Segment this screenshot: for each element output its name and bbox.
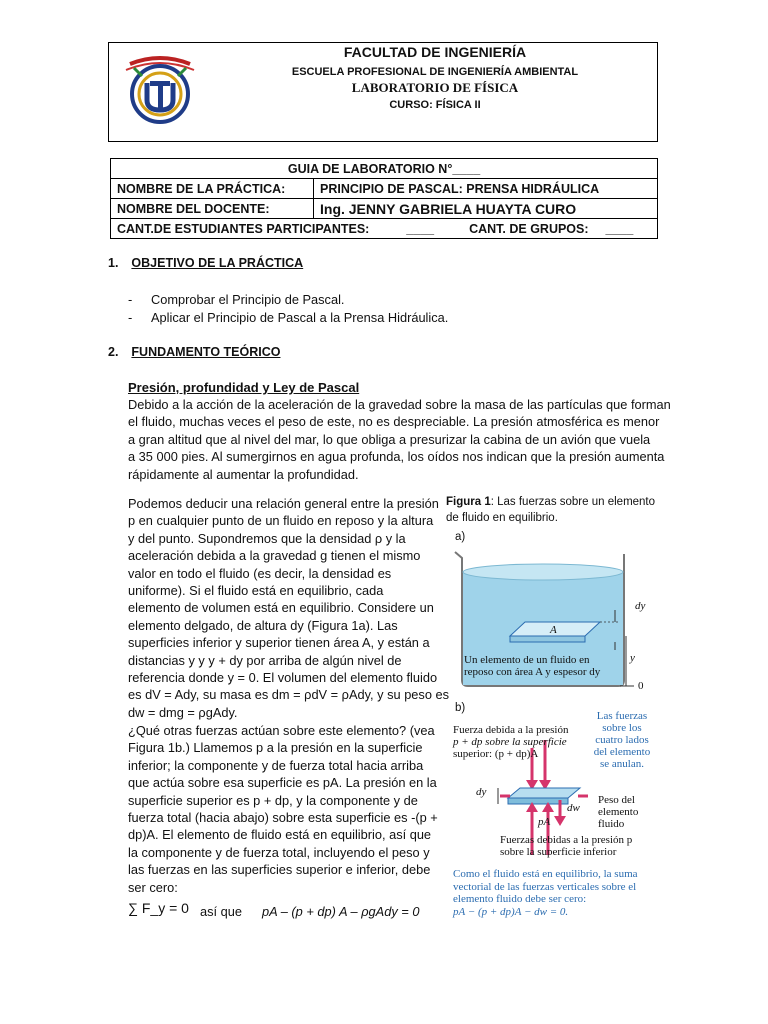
section-1-title: OBJETIVO DE LA PRÁCTICA — [131, 256, 304, 270]
course-title: CURSO: FÍSICA II — [389, 99, 481, 111]
label-A: A — [550, 624, 557, 636]
students-value: ____ — [406, 221, 435, 236]
force-top-1: Fuerza debida a la presión — [453, 724, 569, 736]
lab-title: LABORATORIO DE FÍSICA — [351, 80, 519, 95]
list-item: - Aplicar el Principio de Pascal a la Prensa Hidráulica. — [128, 310, 449, 325]
element-note-1: Un elemento de un fluido en — [464, 654, 590, 666]
label-y: y — [630, 652, 635, 664]
table-row — [111, 199, 658, 219]
section-1-number: 1. — [108, 256, 119, 270]
faculty-title: FACULTAD DE INGENIERÍA — [343, 44, 527, 60]
table-row — [111, 219, 658, 239]
label-dy-b: dy — [476, 786, 487, 798]
practice-value: PRINCIPIO DE PASCAL: PRENSA HIDRÁULICA — [314, 179, 658, 199]
info-table — [110, 158, 658, 239]
equilibrium-note: Como el fluido está en equilibrio, la suma vectorial de las fuerzas verticales sobre el elemento fluido debe ser cero: pA − (p + dp)A − dw = 0. — [453, 868, 638, 918]
groups-value: ____ — [605, 221, 634, 236]
university-logo — [120, 50, 200, 130]
section-2-title: FUNDAMENTO TEÓRICO — [131, 345, 281, 359]
teacher-label: NOMBRE DEL DOCENTE: — [111, 199, 314, 219]
equation-sum: ∑ F_y = 0 — [128, 900, 189, 916]
label-dw: dw — [567, 802, 580, 814]
section-1-heading — [108, 256, 303, 270]
label-0: 0 — [638, 680, 644, 692]
paragraph-3: ¿Qué otras fuerzas actúan sobre este elemento? (vea Figura 1b.) Llamemos p a la presión en la superficie inferior; la componente y de fuerza total hacia arriba que actúa sobre esa superficie es pA. La presión en la superficie superior es p + dp, y la componente y de fuerza total (hacia abajo) sobre esta superficie es -(p + dp)A. El elemento de fluido está en equilibrio, así que la componente y de fuerza total, incluyendo el peso y las fuerzas en las superficies superior e inferior, debe ser cero: — [128, 723, 438, 895]
bottom-force-1: Fuerzas debidas a la presión p — [500, 834, 633, 846]
counts-row — [111, 219, 658, 239]
figure-part-a: a) — [455, 531, 466, 543]
element-note-2: reposo con área A y espesor dy — [464, 666, 601, 678]
force-top-2: p + dp sobre la superficie — [453, 736, 567, 748]
label-dy: dy — [635, 600, 646, 612]
equation-connector: así que — [200, 904, 242, 919]
paragraph-2: Podemos deducir una relación general entre la presión p en cualquier punto de un fluido en reposo y la altura y del punto. Supondremos que la densidad ρ y la aceleración debida a la gravedad g tienen el mismo valor en todo el fluido (es decir, la densidad es uniforme). Si el fluido está en equilibrio, cada elemento de volumen está en equilibrio. Considere un elemento delgado, de altura dy (Figura 1a). Las superficies inferior y superior tienen área A, y están a distancias y y y + dy por arriba de algún nivel de referencia donde y = 0. El volumen del elemento fluido es dV = Ady, su masa es dm = ρdV = ρAdy, y su peso es dw = dmg = ρgAdy. — [128, 496, 450, 720]
subsection-title: Presión, profundidad y Ley de Pascal — [128, 380, 360, 395]
label-pA: pA — [538, 816, 551, 828]
guide-number: GUIA DE LABORATORIO N°____ — [111, 159, 658, 179]
section-2-heading — [108, 345, 280, 359]
sides-note: Las fuerzas sobre los cuatro lados del elemento se anulan. — [593, 710, 651, 770]
school-title: ESCUELA PROFESIONAL DE INGENIERÍA AMBIENTAL — [291, 66, 579, 78]
bottom-force-2: sobre la superficie inferior — [500, 846, 617, 858]
list-item: - Comprobar el Principio de Pascal. — [128, 292, 345, 307]
figure-part-b: b) — [455, 702, 466, 714]
teacher-value: Ing. JENNY GABRIELA HUAYTA CURO — [314, 199, 658, 219]
weight-note: Peso del elemento fluido — [598, 794, 639, 830]
force-top-3: superior: (p + dp)A — [453, 748, 539, 760]
section-2-number: 2. — [108, 345, 119, 359]
equation-right: pA – (p + dp) A – ρgAdy = 0 — [262, 904, 420, 919]
students-label: CANT.DE ESTUDIANTES PARTICIPANTES: — [117, 221, 370, 236]
figure-caption: Figura 1: Las fuerzas sobre un elemento — [446, 496, 656, 508]
figure-caption-line2: de fluido en equilibrio. — [446, 512, 558, 524]
table-row — [111, 179, 658, 199]
practice-label: NOMBRE DE LA PRÁCTICA: — [111, 179, 314, 199]
groups-label: CANT. DE GRUPOS: — [469, 221, 589, 236]
table-row — [111, 159, 658, 179]
paragraph-1: Debido a la acción de la aceleración de la gravedad sobre la masa de las partículas que forman el fluido, muchas veces el peso de este, no es despreciable. La presión atmosférica es menor a gran altitud que al nivel del mar, lo que obliga a presurizar la cabina de un avión que vuela a 35 000 pies. Al sumergirnos en agua profunda, los oídos nos indican que la presión aumenta rápidamente al aumentar la profundidad. — [128, 397, 671, 482]
